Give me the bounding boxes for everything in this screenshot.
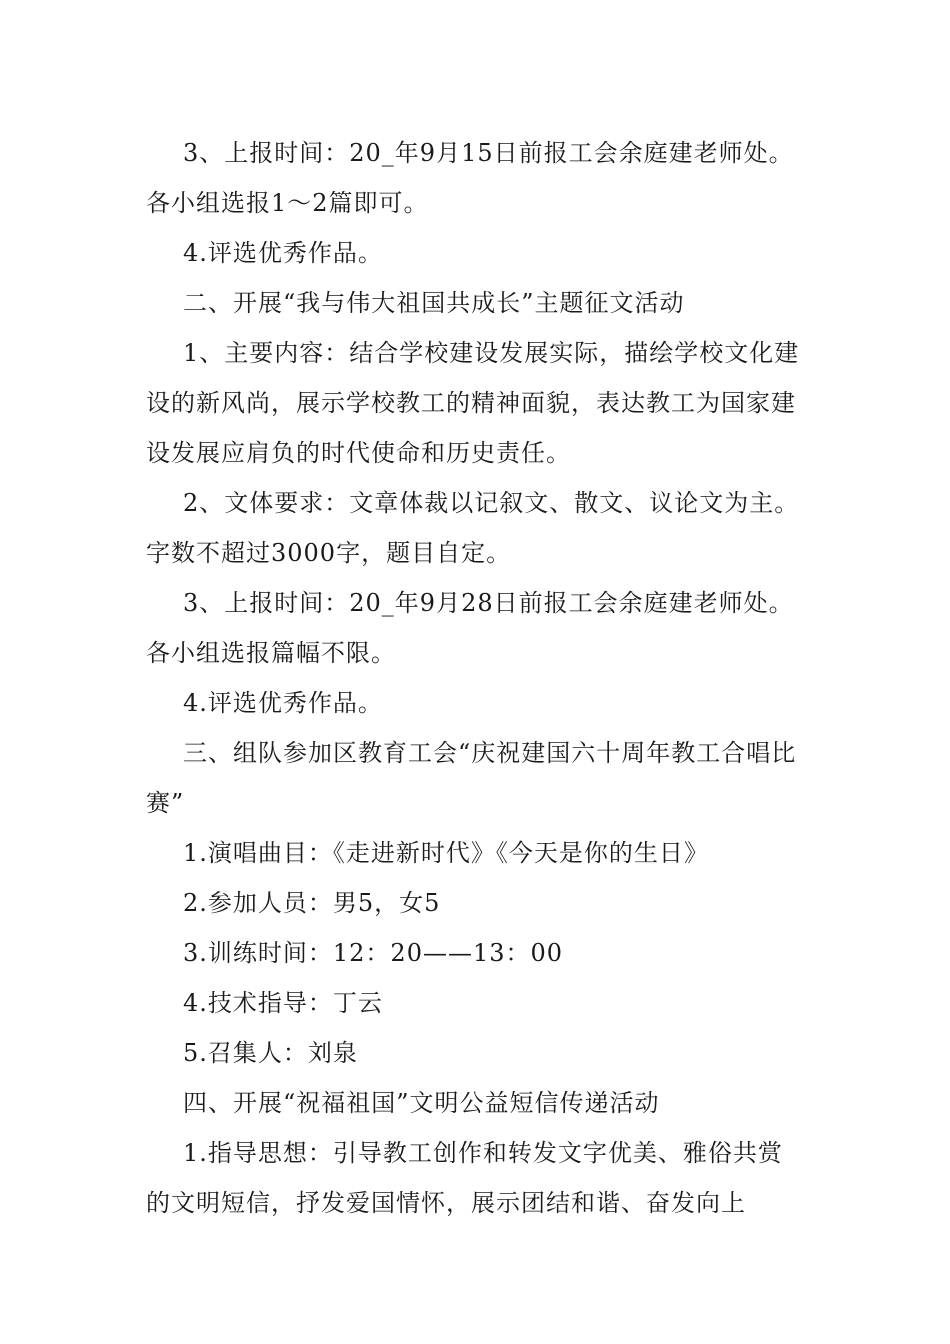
paragraph-select-works-1: 4.评选优秀作品。: [183, 239, 383, 267]
paragraph-songs: 1.演唱曲目：《走进新时代》《今天是你的生日》: [183, 839, 709, 867]
paragraph-training-time: 3.训练时间：12：20——13：00: [183, 939, 564, 967]
document-body: [146, 128, 806, 1228]
paragraph-technical-guide: 4.技术指导：丁云: [183, 989, 383, 1017]
paragraph-participants: 2.参加人员：男5，女5: [183, 889, 441, 917]
section-heading-choir-contest: 三、组队参加区教育工会“庆祝建国六十周年教工合唱比赛”: [146, 739, 797, 817]
paragraph-select-works-2: 4.评选优秀作品。: [183, 689, 383, 717]
paragraph-main-content: 1、主要内容：结合学校建设发展实际，描绘学校文化建设的新风尚，展示学校教工的精神面貌，表达教工为国家建设发展应肩负的时代使命和历史责任。: [146, 339, 800, 467]
paragraph-convener: 5.召集人：刘泉: [183, 1039, 358, 1067]
paragraph-report-time-2: 3、上报时间：20_年9月28日前报工会余庭建老师处。各小组选报篇幅不限。: [146, 589, 794, 667]
paragraph-report-time-1: 3、上报时间：20_年9月15日前报工会余庭建老师处。各小组选报1～2篇即可。: [146, 139, 794, 217]
section-heading-sms-activity: 四、开展“祝福祖国”文明公益短信传递活动: [183, 1089, 660, 1117]
section-heading-essay-activity: 二、开展“我与伟大祖国共成长”主题征文活动: [183, 289, 685, 317]
paragraph-style-requirements: 2、文体要求：文章体裁以记叙文、散文、议论文为主。字数不超过3000字，题目自定。: [146, 489, 800, 567]
paragraph-guiding-idea: 1.指导思想：引导教工创作和转发文字优美、雅俗共赏的文明短信，抒发爱国情怀，展示团结和谐、奋发向上: [146, 1139, 783, 1217]
